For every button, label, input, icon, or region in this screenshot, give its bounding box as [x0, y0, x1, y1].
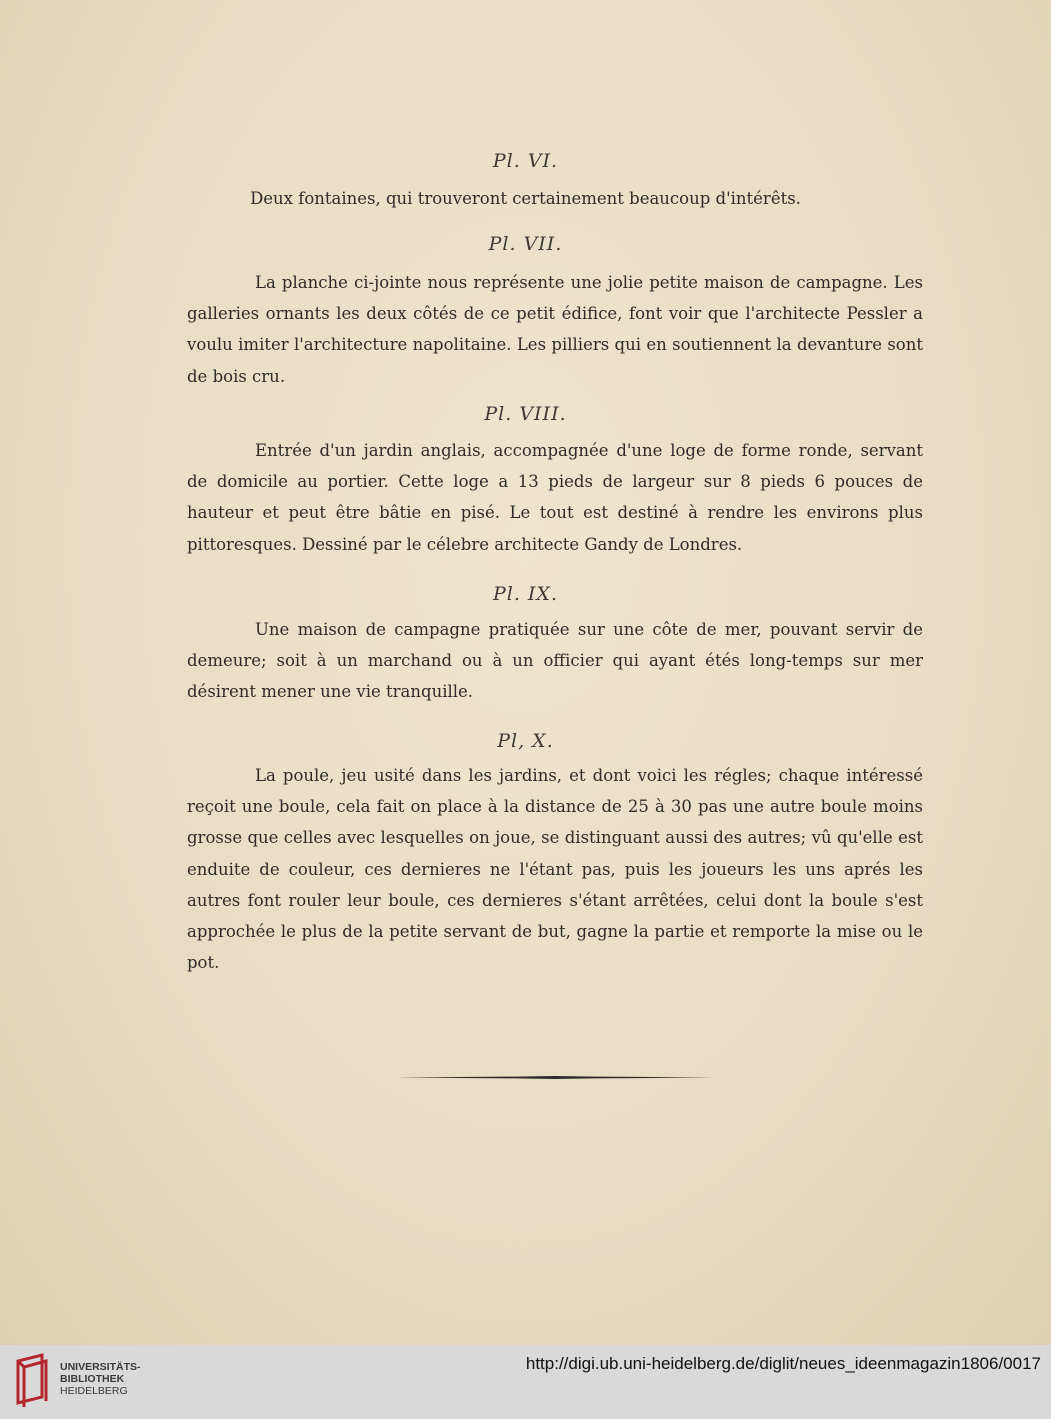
plate-text-vii: La planche ci-jointe nous représente une jolie petite maison de campagne. Les galleries ornants les deux côtés de ce petit édifice, font voir que l'architecte Pessler a voulu imiter l'architecture napolitaine. Les pilliers qui en soutiennent la devanture sont de bois cru.: [187, 273, 923, 386]
source-url-link[interactable]: http://digi.ub.uni-heidelberg.de/diglit/neues_ideenmagazin1806/0017: [525, 1354, 1041, 1373]
footer-bar: [0, 1345, 1051, 1419]
plate-text-ix: Une maison de campagne pratiquée sur une côte de mer, pouvant servir de demeure; soit à un marchand ou à un officier qui ayant étés long-temps sur mer désirent mener une vie tranquille.: [187, 620, 923, 702]
library-name-line3: HEIDELBERG: [60, 1385, 128, 1397]
plate-heading-vii: Pl. VII.: [488, 233, 563, 255]
plate-heading-viii: Pl. VIII.: [484, 403, 567, 425]
library-logo-icon: [12, 1353, 52, 1411]
plate-heading-ix: Pl. IX.: [492, 583, 558, 605]
plate-text-viii: Entrée d'un jardin anglais, accompagnée d'une loge de forme ronde, servant de domicile au portier. Cette loge a 13 pieds de largeur sur 8 pieds 6 pouces de hauteur et peut être bâtie en pisé. Le tout est destiné à rendre les environs plus pittoresques. Dessiné par le célebre architecte Gandy de Londres.: [187, 441, 923, 554]
library-name: [60, 1361, 141, 1397]
plate-text-x: La poule, jeu usité dans les jardins, et dont voici les régles; chaque intéressé reçoit une boule, cela fait on place à la distance de 25 à 30 pas une autre boule moins grosse que celles avec lesquelles on joue, se distinguant aussi des autres; vû qu'elle est enduite de couleur, ces dernieres ne l'étant pas, puis les joueurs les uns aprés les autres font rouler leur boule, ces dernieres s'étant arrêtées, celui dont la boule s'est approchée le plus de la petite servant de but, gagne la partie et remporte la mise ou le pot.: [187, 766, 923, 973]
library-name-line1: UNIVERSITÄTS-: [60, 1361, 141, 1373]
plate-heading-x: Pl, X.: [497, 730, 554, 752]
plate-heading-vi: Pl. VI.: [492, 150, 559, 172]
end-ornament-rule: [395, 1076, 715, 1079]
plate-text-vi: Deux fontaines, qui trouveront certainement beaucoup d'intérêts.: [250, 189, 801, 208]
library-name-line2: BIBLIOTHEK: [60, 1373, 125, 1385]
